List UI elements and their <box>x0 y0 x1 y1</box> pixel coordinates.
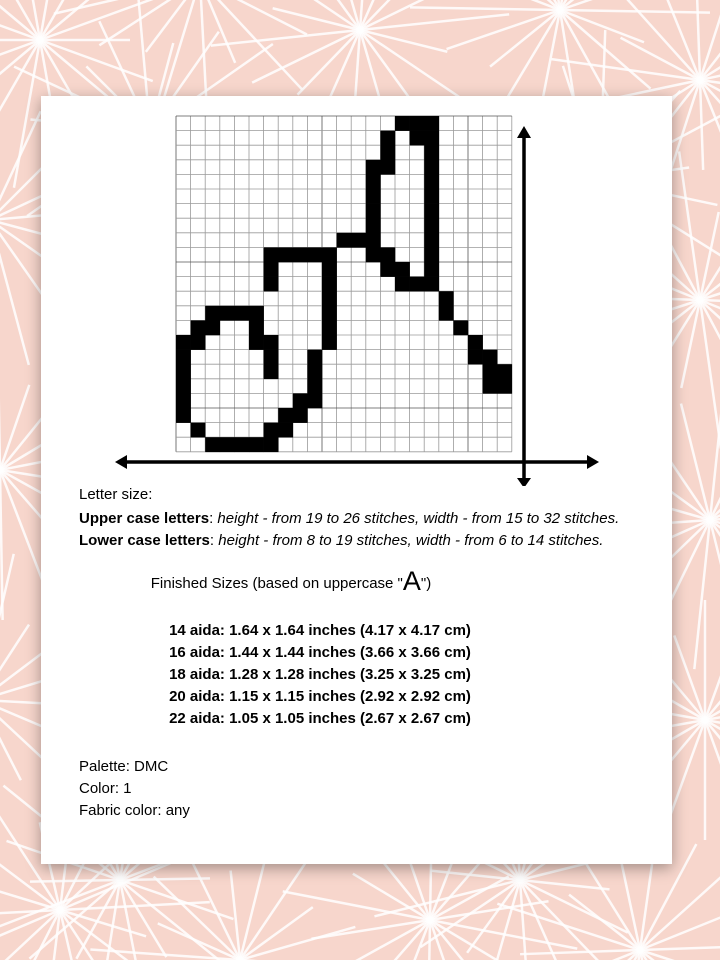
stitch-cell <box>176 393 191 408</box>
stitch-cell <box>249 320 264 335</box>
stitch-cell <box>366 218 381 233</box>
stitch-cell <box>264 423 279 438</box>
stitch-cell <box>366 233 381 248</box>
stitch-cell <box>293 247 308 262</box>
stitch-cell <box>176 379 191 394</box>
stitch-cell <box>264 350 279 365</box>
stitch-cell <box>439 291 454 306</box>
upper-case-line <box>79 510 619 527</box>
fabric-line: Fabric color: any <box>79 802 190 819</box>
palette-line: Palette: DMC <box>79 758 169 775</box>
color-line: Color: 1 <box>79 780 132 797</box>
stitch-cell <box>278 408 293 423</box>
cross-stitch-chart <box>41 96 672 486</box>
size-row-18-aida: 18 aida: 1.28 x 1.28 inches (3.25 x 3.25 cm) <box>169 666 471 683</box>
stitch-cell <box>424 233 439 248</box>
stitch-cell <box>264 277 279 292</box>
stitch-cell <box>278 423 293 438</box>
stitch-cell <box>322 247 337 262</box>
stitch-cell <box>249 437 264 452</box>
upper-case-detail: height - from 19 to 26 stitches, width - from 15 to 32 stitches. <box>217 510 620 527</box>
stitch-cell <box>205 306 220 321</box>
stitch-cell <box>278 247 293 262</box>
stitch-cell <box>483 350 498 365</box>
stitch-cell <box>191 335 206 350</box>
finished-sizes-letter: A <box>402 566 421 596</box>
stitch-cell <box>322 277 337 292</box>
size-row-16-aida: 16 aida: 1.44 x 1.44 inches (3.66 x 3.66 cm) <box>169 644 471 661</box>
stitch-cell <box>176 335 191 350</box>
stitch-cell <box>483 364 498 379</box>
stitch-cell <box>322 291 337 306</box>
stitch-cell <box>497 364 512 379</box>
height-arrow <box>517 126 531 486</box>
stitch-cell <box>366 204 381 219</box>
stitch-cell <box>366 189 381 204</box>
stitch-cell <box>424 277 439 292</box>
stitch-cell <box>424 204 439 219</box>
lower-case-detail: height - from 8 to 19 stitches, width - from 6 to 14 stitches. <box>218 532 604 549</box>
stitch-cell <box>249 306 264 321</box>
stitch-cell <box>322 320 337 335</box>
stitch-cell <box>453 320 468 335</box>
stitch-cell <box>410 131 425 146</box>
stitch-cell <box>322 335 337 350</box>
stitch-cell <box>468 350 483 365</box>
stitch-cell <box>366 160 381 175</box>
stitch-cell <box>293 408 308 423</box>
stitch-cell <box>380 247 395 262</box>
stitch-cell <box>424 145 439 160</box>
stitch-cell <box>205 437 220 452</box>
stitch-cell <box>337 233 352 248</box>
upper-case-label: Upper case letters <box>79 510 210 527</box>
stitch-cell <box>424 160 439 175</box>
finished-sizes-suffix: ") <box>420 575 432 592</box>
lower-case-separator: : <box>209 532 215 549</box>
stitch-cell <box>293 393 308 408</box>
stitch-cell <box>395 277 410 292</box>
stitch-cell <box>307 364 322 379</box>
stitch-cell <box>322 306 337 321</box>
stitch-cell <box>264 247 279 262</box>
stitch-cell <box>205 320 220 335</box>
finished-sizes-list <box>41 620 599 730</box>
stitch-cell <box>176 408 191 423</box>
stitch-cell <box>424 218 439 233</box>
stitch-cell <box>380 145 395 160</box>
stitch-cell <box>424 131 439 146</box>
stitch-cell <box>191 423 206 438</box>
lower-case-line <box>79 532 603 549</box>
stitch-cell <box>424 247 439 262</box>
stitch-grid <box>176 116 512 452</box>
stitch-cell <box>176 364 191 379</box>
stitch-cell <box>424 262 439 277</box>
stitch-cell <box>234 437 249 452</box>
stitch-cell <box>497 379 512 394</box>
stitch-cell <box>410 116 425 131</box>
stitch-cell <box>220 437 235 452</box>
upper-case-separator: : <box>209 510 214 527</box>
stitch-cell <box>424 189 439 204</box>
stitch-cell <box>483 379 498 394</box>
stitch-cell <box>410 277 425 292</box>
stitch-cell <box>380 131 395 146</box>
stitch-cell <box>307 350 322 365</box>
stitch-cell <box>264 335 279 350</box>
stitch-cell <box>234 306 249 321</box>
stitch-cell <box>307 393 322 408</box>
stitch-cell <box>424 174 439 189</box>
size-row-14-aida: 14 aida: 1.64 x 1.64 inches (4.17 x 4.17 cm) <box>169 622 471 639</box>
stitch-cell <box>366 174 381 189</box>
stitch-cell <box>424 116 439 131</box>
stitch-cell <box>307 379 322 394</box>
stitch-cell <box>220 306 235 321</box>
stitch-cell <box>176 350 191 365</box>
stitch-cell <box>322 262 337 277</box>
finished-sizes-heading <box>41 566 541 597</box>
stitch-cell <box>366 247 381 262</box>
stitch-cell <box>395 262 410 277</box>
stitch-cell <box>395 116 410 131</box>
lower-case-label: Lower case letters <box>79 532 210 549</box>
finished-sizes-prefix: Finished Sizes (based on uppercase " <box>150 575 403 592</box>
stitch-cell <box>468 335 483 350</box>
pattern-sheet <box>41 96 672 864</box>
stitch-cell <box>380 262 395 277</box>
stitch-cell <box>191 320 206 335</box>
stitch-cell <box>351 233 366 248</box>
stitch-cell <box>249 335 264 350</box>
stitch-cell <box>439 306 454 321</box>
pattern-info <box>79 756 190 822</box>
size-row-22-aida: 22 aida: 1.05 x 1.05 inches (2.67 x 2.67 cm) <box>169 710 471 727</box>
stitch-cell <box>264 437 279 452</box>
size-row-20-aida: 20 aida: 1.15 x 1.15 inches (2.92 x 2.92 cm) <box>169 688 471 705</box>
letter-size-label: Letter size: <box>79 486 153 503</box>
width-arrow <box>115 455 599 469</box>
stitch-cell <box>264 364 279 379</box>
stitch-cell <box>307 247 322 262</box>
stitch-cell <box>380 160 395 175</box>
stitch-cell <box>264 262 279 277</box>
